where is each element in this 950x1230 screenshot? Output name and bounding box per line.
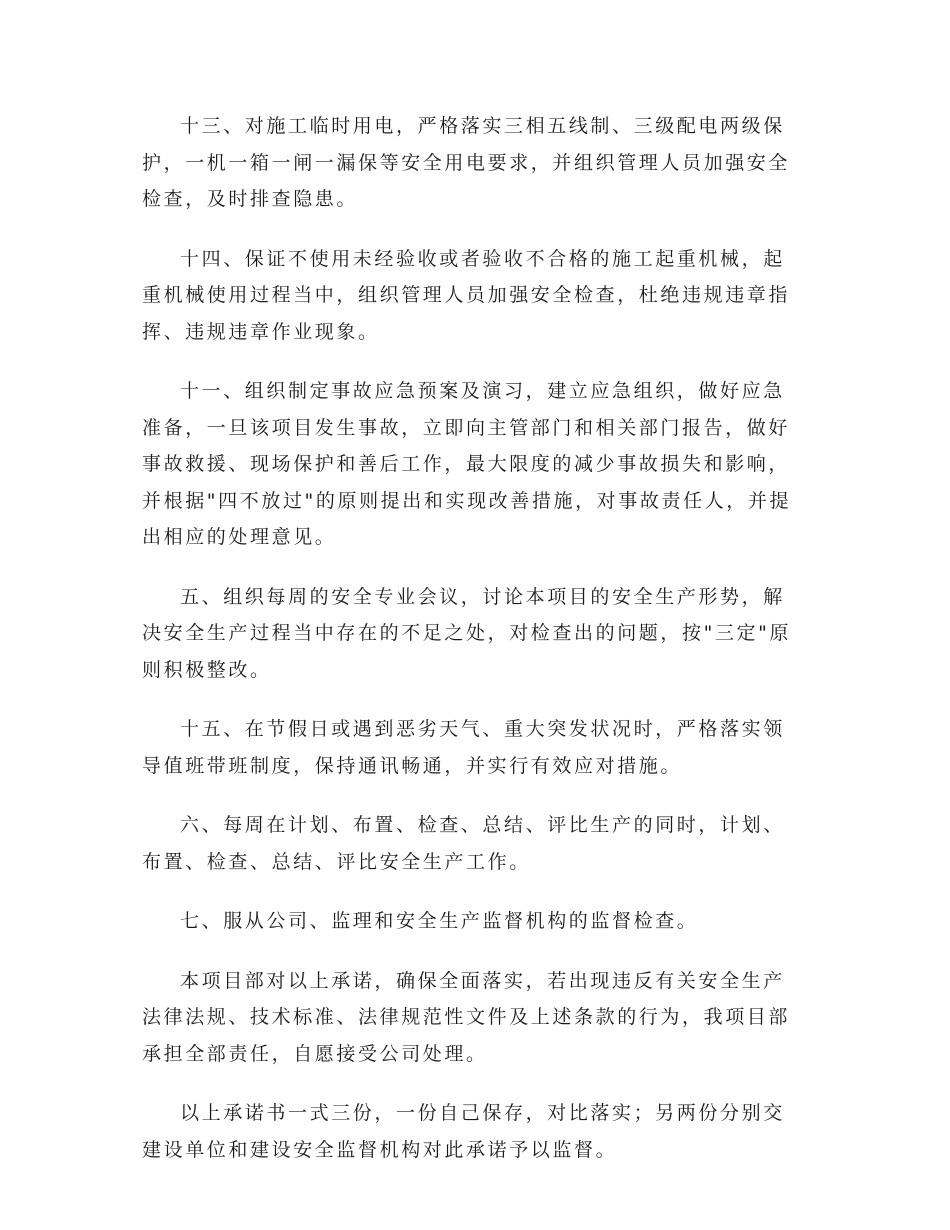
paragraph-11-emergency-plan: 十一、组织制定事故应急预案及演习，建立应急组织，做好应急 准备，一旦该项目发生事故，立即向主管部门和相关部门报告，做好 事故救援、现场保护和善后工作，最大限度的减少事故损失和影响， 并根据"四不放过"的原则提出和实现改善措施，对事故责任人，并提 出相应的处理意见。 bbox=[142, 380, 792, 548]
paragraph-7-supervision: 七、服从公司、监理和安全生产监督机构的监督检查。 bbox=[180, 910, 699, 932]
paragraph-14-lifting-machinery: 十四、保证不使用未经验收或者验收不合格的施工起重机械，起 重机械使用过程当中，组织管理人员加强安全检查，杜绝违规违章指 挥、违规违章作业现象。 bbox=[142, 247, 791, 343]
paragraph-commitment: 本项目部对以上承诺，确保全面落实，若出现违反有关安全生产 法律法规、技术标准、法律规范性文件及上述条款的行为，我项目部 承担全部责任，自愿接受公司处理。 bbox=[142, 969, 791, 1065]
paragraph-5-weekly-meeting: 五、组织每周的安全专业会议，讨论本项目的安全生产形势，解 决安全生产过程当中存在的不足之处，对检查出的问题，按"三定"原 则积极整改。 bbox=[142, 585, 792, 681]
document-body bbox=[142, 108, 810, 1191]
paragraph-15-holiday-duty: 十五、在节假日或遇到恶劣天气、重大突发状况时，严格落实领 导值班带班制度，保持通讯畅通，并实行有效应对措施。 bbox=[142, 718, 785, 777]
paragraph-13-electricity: 十三、对施工临时用电，严格落实三相五线制、三级配电两级保 护，一机一箱一闸一漏保等安全用电要求，并组织管理人员加强安全 检查，及时排查隐患。 bbox=[142, 115, 791, 210]
paragraph-6-weekly-planning: 六、每周在计划、布置、检查、总结、评比生产的同时，计划、 布置、检查、总结、评比安全生产工作。 bbox=[142, 814, 785, 873]
paragraph-copies: 以上承诺书一式三份，一份自己保存，对比落实；另两份分别交 建设单位和建设安全监督机构对此承诺予以监督。 bbox=[142, 1102, 785, 1161]
